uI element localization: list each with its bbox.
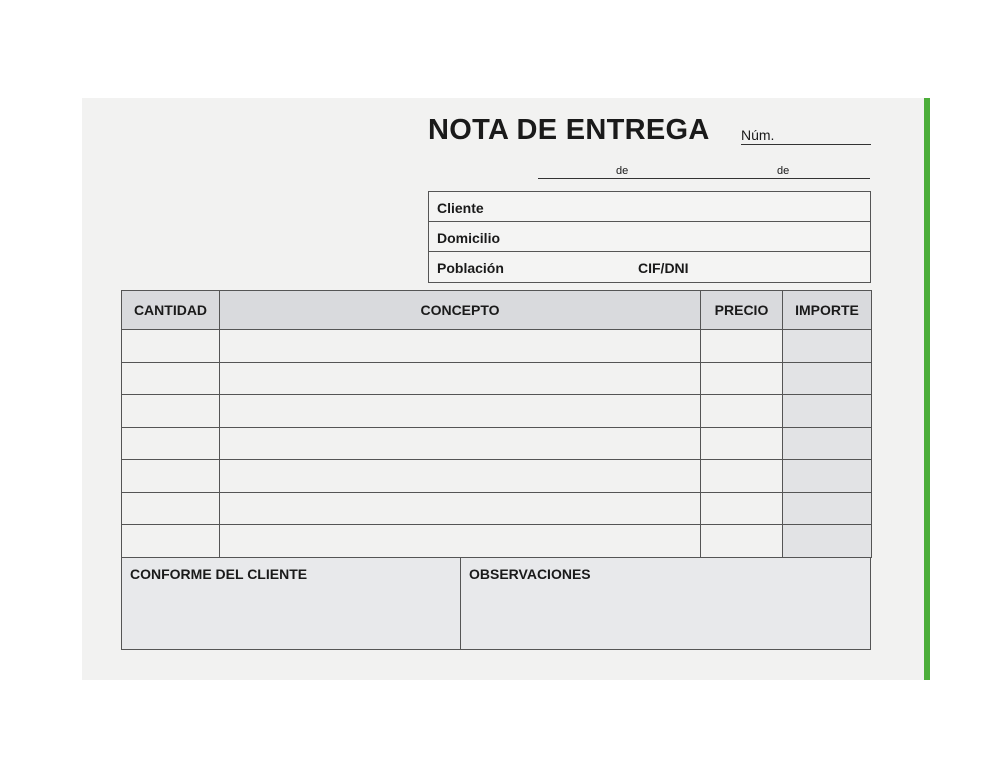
concept-cell[interactable] (220, 427, 701, 460)
tax-id-label: CIF/DNI (638, 260, 689, 276)
concept-cell[interactable] (220, 492, 701, 525)
observations-field[interactable] (461, 558, 870, 649)
amount-cell[interactable] (783, 525, 872, 558)
quantity-cell[interactable] (122, 525, 220, 558)
table-row (122, 492, 872, 525)
concept-cell[interactable] (220, 525, 701, 558)
price-cell[interactable] (701, 427, 783, 460)
quantity-cell[interactable] (122, 492, 220, 525)
date-separator-1: de (616, 165, 629, 177)
column-header-price: PRECIO (701, 291, 783, 330)
pad-binding-edge (924, 98, 930, 680)
table-row (122, 525, 872, 558)
number-field-line[interactable] (741, 144, 871, 145)
client-signature-label: CONFORME DEL CLIENTE (130, 566, 308, 582)
table-row (122, 460, 872, 493)
quantity-cell[interactable] (122, 427, 220, 460)
price-cell[interactable] (701, 460, 783, 493)
price-cell[interactable] (701, 362, 783, 395)
quantity-cell[interactable] (122, 460, 220, 493)
quantity-cell[interactable] (122, 362, 220, 395)
address-field[interactable] (429, 222, 870, 252)
amount-cell[interactable] (783, 395, 872, 428)
price-cell[interactable] (701, 395, 783, 428)
address-label: Domicilio (437, 230, 501, 246)
amount-cell[interactable] (783, 330, 872, 363)
column-header-quantity: CANTIDAD (122, 291, 220, 330)
date-separator-2: de (777, 165, 790, 177)
amount-cell[interactable] (783, 427, 872, 460)
table-row (122, 395, 872, 428)
concept-cell[interactable] (220, 460, 701, 493)
concept-cell[interactable] (220, 330, 701, 363)
client-info-box (428, 191, 871, 283)
concept-cell[interactable] (220, 395, 701, 428)
observations-label: OBSERVACIONES (469, 566, 591, 582)
quantity-cell[interactable] (122, 330, 220, 363)
price-cell[interactable] (701, 492, 783, 525)
price-cell[interactable] (701, 525, 783, 558)
amount-cell[interactable] (783, 460, 872, 493)
form-title: NOTA DE ENTREGA (428, 114, 710, 146)
table-row (122, 362, 872, 395)
price-cell[interactable] (701, 330, 783, 363)
footer-box (121, 557, 871, 650)
client-signature-field[interactable] (122, 558, 461, 649)
items-table (121, 290, 872, 558)
table-row (122, 330, 872, 363)
city-field[interactable] (429, 252, 870, 282)
client-name-field[interactable] (429, 192, 870, 222)
column-header-concept: CONCEPTO (220, 291, 701, 330)
amount-cell[interactable] (783, 362, 872, 395)
city-label: Población (437, 260, 504, 276)
quantity-cell[interactable] (122, 395, 220, 428)
column-header-amount: IMPORTE (783, 291, 872, 330)
amount-cell[interactable] (783, 492, 872, 525)
concept-cell[interactable] (220, 362, 701, 395)
items-header-row (122, 291, 872, 330)
client-name-label: Cliente (437, 200, 484, 216)
number-label: Núm. (741, 127, 775, 143)
date-field-line[interactable] (538, 178, 870, 179)
table-row (122, 427, 872, 460)
